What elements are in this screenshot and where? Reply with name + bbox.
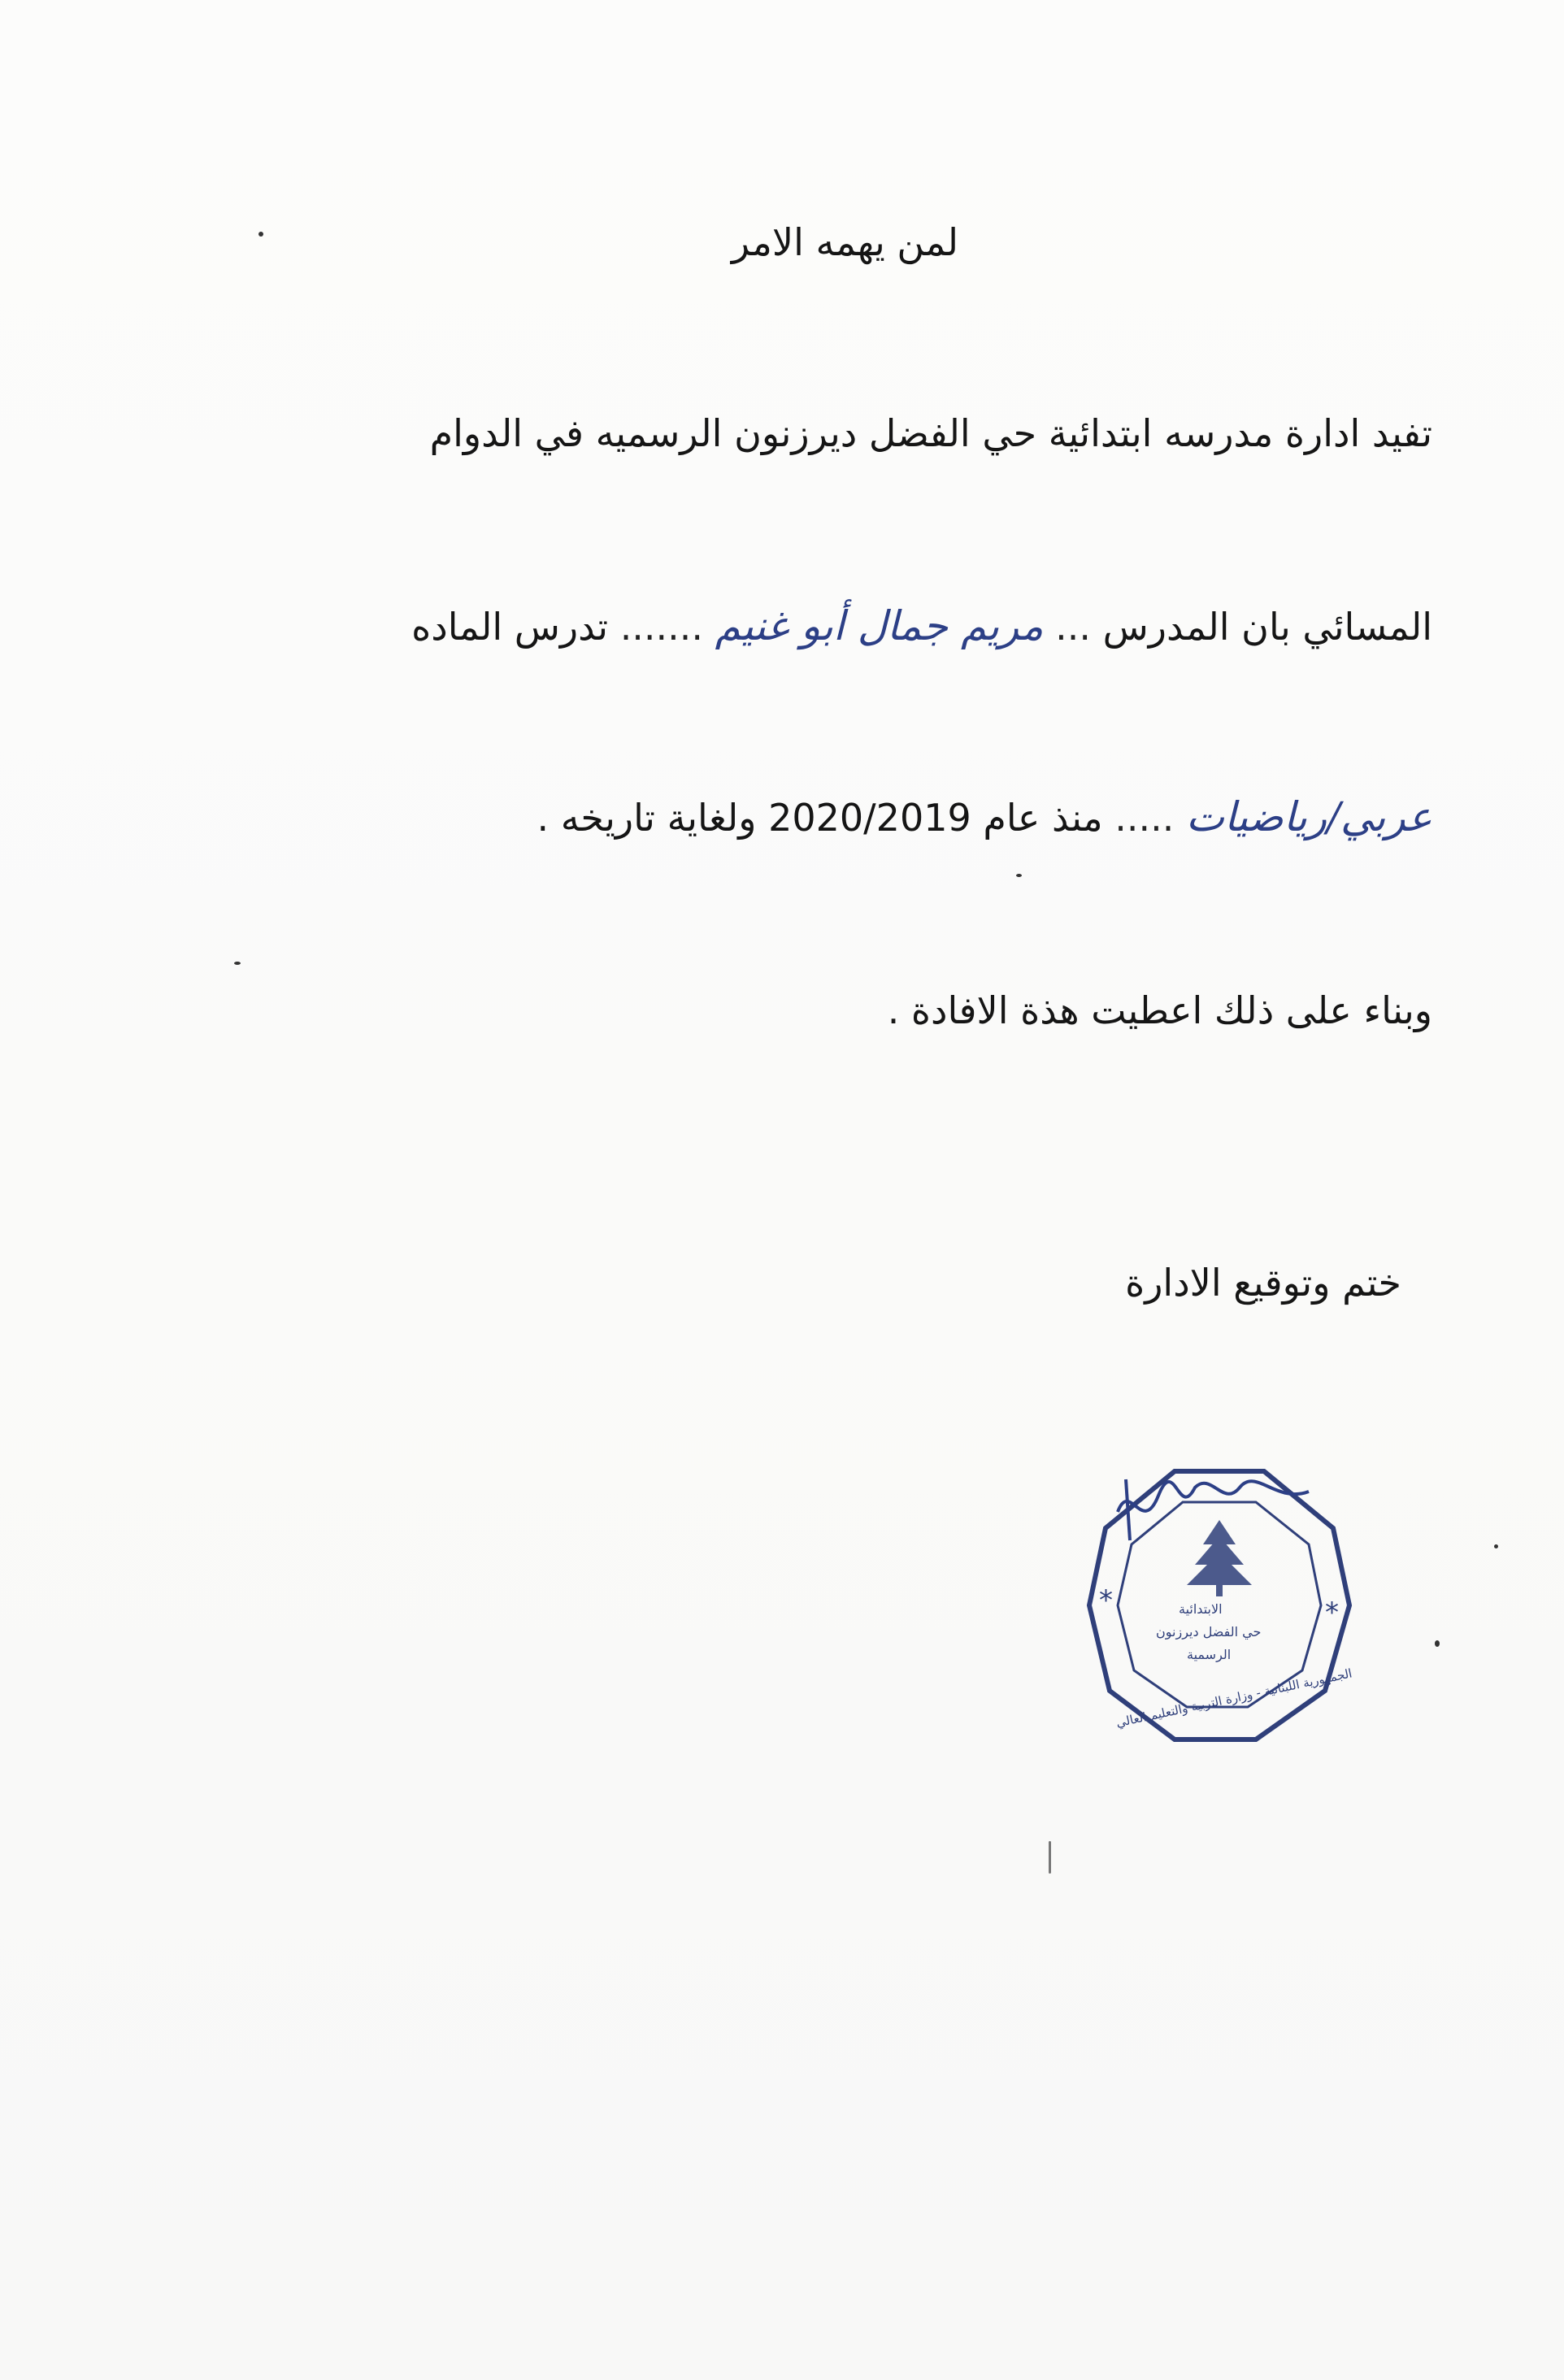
- scan-speck: [1016, 874, 1022, 877]
- line-3-text: منذ عام 2020/2019 ولغاية تاريخه .: [537, 796, 1103, 840]
- letter-heading: لمن يهمه الامر: [731, 220, 958, 264]
- line-2-intro: المسائي بان المدرس: [1102, 605, 1432, 649]
- letter-line-2: [411, 602, 1432, 649]
- scan-speck: [1494, 1544, 1498, 1548]
- stamp-center-line-2: حي الفضل ديرزنون: [1156, 1624, 1262, 1640]
- subject-handwritten: عربي/رياضيات: [1185, 793, 1432, 840]
- letter-line-1: تفيد ادارة مدرسه ابتدائية حي الفضل ديرزنون الرسميه في الدوام: [429, 411, 1432, 455]
- line-2-subject-label: تدرس الماده: [411, 605, 609, 649]
- name-dots-end: .......: [619, 605, 704, 649]
- teacher-name-handwritten: مريم جمال أبو غنيم: [715, 602, 1044, 649]
- stamp-center-line-3: الرسمية: [1187, 1647, 1232, 1662]
- letter-line-4: وبناء على ذلك اعطيت هذة الافادة .: [887, 988, 1432, 1032]
- name-dots: ...: [1055, 605, 1092, 649]
- scan-speck: [1049, 1841, 1051, 1874]
- official-stamp: [1081, 1463, 1358, 1748]
- svg-text:*: *: [1325, 1596, 1339, 1629]
- scan-speck: [1435, 1640, 1440, 1647]
- signature-label: ختم وتوقيع الادارة: [1125, 1261, 1401, 1305]
- stamp-center-line-1: الابتدائية: [1179, 1601, 1223, 1617]
- subject-dots: .....: [1114, 796, 1175, 840]
- stamp-ring-text: الجمهورية اللبنانية - وزارة التربية والتعليم العالي: [1114, 1666, 1353, 1731]
- scan-speck: [234, 962, 241, 965]
- scan-speck: [258, 232, 263, 237]
- letter-line-3: [537, 793, 1432, 840]
- svg-text:*: *: [1099, 1584, 1113, 1617]
